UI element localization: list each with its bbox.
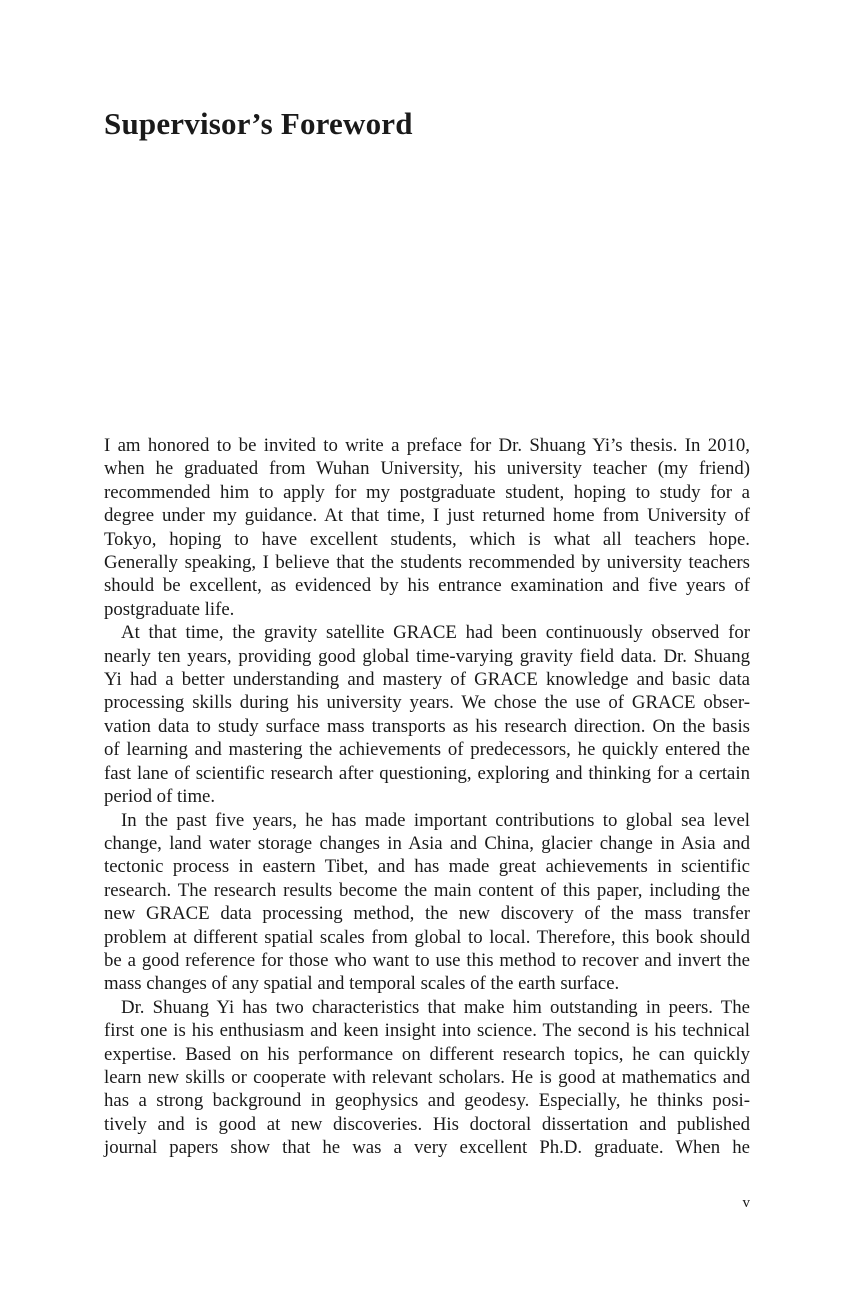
text-line: has a strong background in geophysics and geodesy. Especially, he thinks posi- [104, 1090, 750, 1112]
text-line: research. The research results become the main content of this paper, including the [104, 879, 750, 901]
text-line: Generally speaking, I believe that the students recommended by university teachers [104, 552, 750, 574]
text-line: Tokyo, hoping to have excellent students, which is what all teachers hope. [104, 528, 750, 550]
page-title: Supervisor’s Foreword [104, 106, 413, 141]
text-line: mass changes of any spatial and temporal scales of the earth surface. [104, 973, 620, 995]
text-line: degree under my guidance. At that time, I just returned home from University of [104, 505, 750, 527]
text-line: Dr. Shuang Yi has two characteristics that make him outstanding in peers. The [121, 996, 750, 1018]
text-line: change, land water storage changes in Asia and China, glacier change in Asia and [104, 832, 750, 854]
foreword-text [104, 434, 750, 1160]
text-line: should be excellent, as evidenced by his entrance examination and five years of [104, 575, 750, 597]
text-line: tectonic process in eastern Tibet, and has made great achievements in scientific [104, 856, 750, 878]
text-line: vation data to study surface mass transports as his research direction. On the basis [104, 715, 750, 737]
text-line: problem at different spatial scales from global to local. Therefore, this book should [104, 926, 750, 948]
text-line: postgraduate life. [104, 598, 235, 620]
text-line: of learning and mastering the achievements of predecessors, he quickly entered the [104, 739, 750, 761]
text-line: I am honored to be invited to write a preface for Dr. Shuang Yi’s thesis. In 2010, [104, 435, 750, 456]
text-line: be a good reference for those who want to use this method to recover and invert the [104, 949, 750, 971]
text-line: Yi had a better understanding and mastery of GRACE knowledge and basic data [104, 669, 750, 691]
paragraph [104, 434, 750, 621]
text-line: learn new skills or cooperate with relevant scholars. He is good at mathematics and [104, 1066, 750, 1088]
text-line: processing skills during his university years. We chose the use of GRACE obser- [104, 692, 750, 714]
text-line: expertise. Based on his performance on different research topics, he can quickly [104, 1043, 750, 1065]
paragraph [104, 621, 750, 808]
text-line: nearly ten years, providing good global time-varying gravity field data. Dr. Shuang [104, 645, 750, 667]
text-line: fast lane of scientific research after questioning, exploring and thinking for a certain [104, 762, 750, 784]
text-line: new GRACE data processing method, the new discovery of the mass transfer [104, 903, 750, 925]
paragraph [104, 996, 750, 1160]
text-line: first one is his enthusiasm and keen insight into science. The second is his technical [104, 1020, 750, 1042]
paragraph [104, 809, 750, 996]
text-line: when he graduated from Wuhan University, his university teacher (my friend) [104, 458, 750, 480]
page-number: v [742, 1195, 750, 1211]
text-line: At that time, the gravity satellite GRACE had been continuously observed for [121, 622, 750, 644]
text-line: tively and is good at new discoveries. His doctoral dissertation and published [104, 1113, 750, 1135]
text-line: recommended him to apply for my postgraduate student, hoping to study for a [104, 481, 750, 503]
text-line: journal papers show that he was a very excellent Ph.D. graduate. When he [104, 1137, 750, 1159]
text-line: In the past five years, he has made important contributions to global sea level [121, 809, 750, 831]
text-line: period of time. [104, 786, 216, 808]
